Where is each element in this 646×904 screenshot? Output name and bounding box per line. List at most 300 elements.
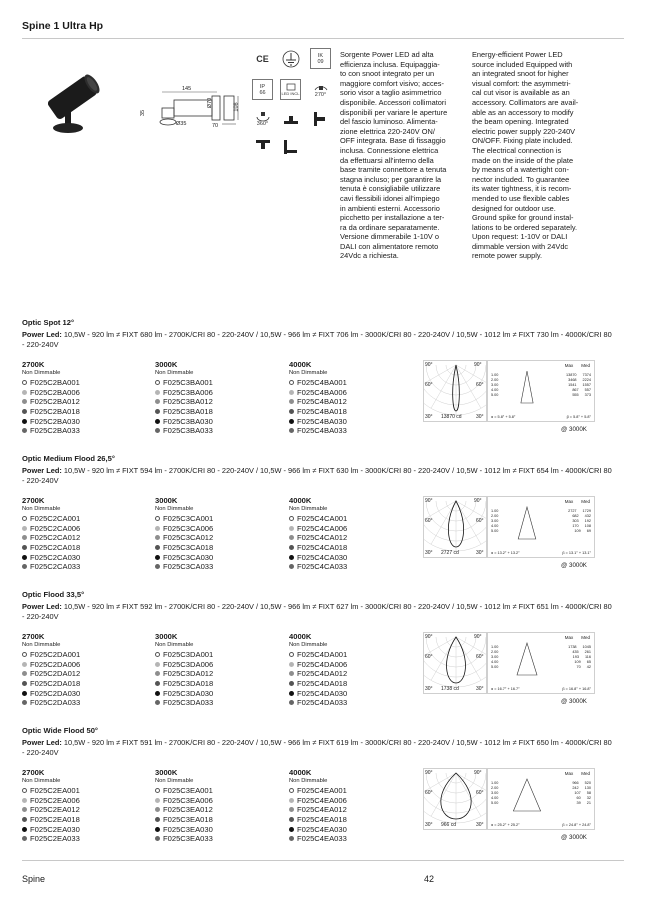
dim-height: 108 [233,102,240,112]
finish-color-dot [289,390,294,395]
product-code-row [155,796,285,806]
distance: 4.00 [491,388,499,392]
product-code: F025C3CA006 [163,523,214,533]
lux-max: 966 [572,781,579,785]
distance: 2.00 [491,650,499,654]
finish-color-dot [155,817,160,822]
lux-med: 7374 [582,373,591,377]
code-column [289,768,419,844]
finish-color-dot [155,399,160,404]
product-code: F025C3DA012 [163,669,214,679]
ground-icon [280,48,301,69]
alpha-angle: α = 25.2° + 25.2° [491,823,520,827]
product-code-row [289,796,419,806]
finish-color-dot [289,817,294,822]
product-code: F025C2EA018 [30,815,80,825]
measurement-cct: @ 3000K [561,426,587,433]
ip-icon [252,79,273,100]
code-column [22,768,152,844]
finish-color-dot [289,380,294,385]
angle-label: 60° [476,382,484,388]
wall-mount-icon [312,110,330,128]
led-label: LED INCL [281,91,300,96]
angle-label: 30° [476,822,484,828]
distance: 3.00 [491,655,499,659]
product-code: F025C4BA006 [297,387,347,397]
product-code-row [22,698,152,708]
alpha-angle: α = 5.8° + 5.8° [491,415,516,419]
product-code-row [22,660,152,670]
finish-color-dot [155,681,160,686]
dimming-label: Non Dimmable [155,778,194,784]
lux-max: 435 [572,650,579,654]
lux-values [573,655,591,659]
lux-max: 682 [572,514,579,518]
product-code: F025C3EA018 [163,815,213,825]
product-code: F025C4BA030 [297,416,347,426]
lux-max: 70 [576,665,581,669]
angle-label: 90° [425,634,433,640]
lux-values [572,388,591,392]
finish-color-dot [155,691,160,696]
finish-color-dot [22,564,27,569]
product-code: F025C4EA006 [297,795,347,805]
finish-color-dot [289,836,294,841]
product-code: F025C4EA012 [297,805,347,815]
table-header [565,771,590,776]
product-code-row [22,805,152,815]
finish-color-dot [155,545,160,550]
product-code: F025C3CA033 [163,562,214,572]
finish-color-dot [289,535,294,540]
beam-cone-diagram [512,505,542,545]
dimming-label: Non Dimmable [22,506,61,512]
dim-base: Ø35 [176,121,187,127]
column-header: Max [564,363,574,368]
cct-heading: 2700K [22,496,45,505]
finish-color-dot [22,555,27,560]
angle-label: 30° [476,414,484,420]
illuminance-table [487,360,595,422]
product-code-row [22,397,152,407]
intensity-label: 13870 cd [441,414,462,420]
code-column [155,768,285,844]
intensity-label: 966 cd [441,822,457,828]
finish-color-dot [155,807,160,812]
power-led-spec [22,330,612,350]
finish-color-dot [22,545,27,550]
cct-heading: 4000K [289,360,312,369]
ip-label: IP [259,83,266,90]
product-code-row [155,805,285,815]
column-header: Med [581,635,590,640]
code-column [155,496,285,572]
lux-med: 1045 [582,645,591,649]
distance: 3.00 [491,519,499,523]
lux-med: 32 [586,796,591,800]
page-number: 42 [424,874,435,884]
angle-label: 90° [425,770,433,776]
lux-values [572,650,591,654]
product-code: F025C4DA033 [297,698,348,708]
finish-color-dot [22,535,27,540]
table-header [565,499,590,504]
distance: 5.00 [491,665,499,669]
finish-color-dot [289,428,294,433]
product-code: F025C2CA006 [30,523,81,533]
product-code: F025C2EA001 [30,786,80,796]
finish-color-dot [289,526,294,531]
product-code-row [155,660,285,670]
power-led-spec [22,738,612,758]
distance: 5.00 [491,393,499,397]
product-code: F025C3BA018 [163,407,213,417]
product-code-row [22,388,152,398]
product-code-row [22,416,152,426]
power-led-spec [22,602,612,622]
finish-color-dot [155,836,160,841]
dim-plate: 70 [212,123,219,129]
finish-color-dot [289,798,294,803]
power-led-spec [22,466,612,486]
product-code: F025C2BA006 [30,387,80,397]
power-text: 10,5W - 920 lm ≠ FIXT 594 lm - 2700K/CRI 80 - 220-240V / 10,5W - 966 lm ≠ FIXT 630 lm - 3000K/CRI 80 - 220-240V / 10,5W - 1012 lm ≠ FIXT 654 lm - 4000K/CRI 80 - 220-240V [22,466,612,485]
finish-color-dot [22,788,27,793]
product-code-row [155,679,285,689]
product-code: F025C2EA012 [30,805,80,815]
distance: 1.00 [491,645,499,649]
finish-color-dot [155,700,160,705]
finish-color-dot [155,798,160,803]
ce-icon: CE [256,53,269,64]
rotate-label: 360° [256,120,269,127]
product-code-row [289,815,419,825]
lux-max: 2727 [568,509,577,513]
lux-max: 303 [572,519,579,523]
lux-values [572,519,591,523]
product-code: F025C3EA030 [163,824,213,834]
finish-color-dot [289,399,294,404]
product-code: F025C4BA001 [297,378,347,388]
finish-color-dot [155,516,160,521]
finish-color-dot [289,691,294,696]
finish-color-dot [22,409,27,414]
product-code-row [155,669,285,679]
product-code: F025C4CA033 [297,562,348,572]
lux-values [568,645,591,649]
finish-color-dot [155,662,160,667]
product-code-row [22,407,152,417]
product-code: F025C2DA030 [30,688,81,698]
product-code-row [289,524,419,534]
lux-max: 109 [574,529,581,533]
finish-color-dot [289,516,294,521]
lux-med: 373 [584,393,591,397]
product-code-row [289,562,419,572]
finish-color-dot [22,652,27,657]
alpha-angle: α = 13.2° + 13.2° [491,551,520,555]
product-code: F025C3BA030 [163,416,213,426]
finish-color-dot [289,564,294,569]
finish-color-dot [22,662,27,667]
product-code: F025C3BA033 [163,426,213,436]
product-code-row [22,552,152,562]
cct-heading: 2700K [22,768,45,777]
distance: 1.00 [491,781,499,785]
finish-color-dot [289,788,294,793]
product-code-row [22,514,152,524]
power-text: 10,5W - 920 lm ≠ FIXT 592 lm - 2700K/CRI 80 - 220-240V / 10,5W - 966 lm ≠ FIXT 627 lm - 3000K/CRI 80 - 220-240V / 10,5W - 1012 lm ≠ FIXT 651 lm - 4000K/CRI 80 - 220-240V [22,602,612,621]
power-text: 10,5W - 920 lm ≠ FIXT 591 lm - 2700K/CRI 80 - 220-240V / 10,5W - 966 lm ≠ FIXT 619 lm - 3000K/CRI 80 - 220-240V / 10,5W - 1012 lm ≠ FIXT 650 lm - 4000K/CRI 80 - 220-240V [22,738,612,757]
finish-color-dot [155,827,160,832]
ceiling-mount-icon [254,138,272,156]
product-code-row [155,524,285,534]
led-included-icon [280,79,301,100]
finish-color-dot [22,691,27,696]
lux-med: 432 [584,514,591,518]
product-code: F025C2EA030 [30,824,80,834]
product-code-row [22,562,152,572]
finish-color-dot [155,535,160,540]
dimming-label: Non Dimmable [22,370,61,376]
lux-max: 1541 [568,383,577,387]
alpha-angle: α = 16.7° + 16.7° [491,687,520,691]
product-code-row [155,397,285,407]
product-code: F025C4CA006 [297,523,348,533]
lux-values [572,514,591,518]
polar-diagram [423,632,487,694]
cct-heading: 3000K [155,768,178,777]
distance: 2.00 [491,514,499,518]
dimming-label: Non Dimmable [289,506,328,512]
ik-label: IK [317,52,324,59]
lux-max: 242 [572,786,579,790]
column-header: Med [581,771,590,776]
power-label: Power Led: [22,466,62,475]
beam-cone-diagram [512,641,542,681]
lux-max: 867 [572,388,579,392]
dimming-label: Non Dimmable [155,506,194,512]
beam-cone [521,371,533,403]
angle-label: 90° [474,634,482,640]
header-rule [22,38,624,39]
dim-length: 145 [182,86,192,92]
angle-label: 30° [476,686,484,692]
cct-heading: 2700K [22,632,45,641]
product-code-row [289,698,419,708]
ik-value: 09 [317,58,324,65]
distance: 3.00 [491,791,499,795]
product-code-row [289,533,419,543]
angle-label: 60° [425,654,433,660]
product-code-row [155,514,285,524]
product-code: F025C4DA030 [297,688,348,698]
side-mount-icon [282,138,300,156]
dim-diameter: Ø70 [207,97,214,109]
beam-cone [518,507,536,539]
finish-color-dot [22,798,27,803]
beam-cone-diagram [512,369,542,409]
finish-color-dot [155,428,160,433]
code-column [289,496,419,572]
power-label: Power Led: [22,330,62,339]
dimming-label: Non Dimmable [22,642,61,648]
product-code-row [289,660,419,670]
beam-cone [517,643,537,675]
footer-rule [22,860,624,861]
beta-angle: β = 24.8° + 24.8° [562,823,591,827]
dimming-label: Non Dimmable [289,642,328,648]
lux-max: 60 [576,796,581,800]
finish-color-dot [289,807,294,812]
distance: 5.00 [491,801,499,805]
finish-color-dot [289,419,294,424]
product-code: F025C3EA033 [163,834,213,844]
dimming-label: Non Dimmable [289,370,328,376]
product-code-row [22,378,152,388]
lux-med: 1729 [582,509,591,513]
angle-label: 60° [476,518,484,524]
product-code: F025C2CA001 [30,514,81,524]
product-code-row [22,524,152,534]
distance: 4.00 [491,796,499,800]
finish-color-dot [289,652,294,657]
measurement-cct: @ 3000K [561,698,587,705]
product-code-row [22,688,152,698]
code-column [22,496,152,572]
finish-color-dot [22,516,27,521]
product-code-row [22,533,152,543]
beta-angle: β = 13.1° + 13.1° [562,551,591,555]
angle-label: 30° [425,686,433,692]
product-code: F025C2BA012 [30,397,80,407]
code-column [289,632,419,708]
product-code: F025C3CA001 [163,514,214,524]
finish-color-dot [155,409,160,414]
power-text: 10,5W - 920 lm ≠ FIXT 680 lm - 2700K/CRI 80 - 220-240V / 10,5W - 966 lm ≠ FIXT 706 lm - 3000K/CRI 80 - 220-240V / 10,5W - 1012 lm ≠ FIXT 730 lm - 4000K/CRI 80 - 220-240V [22,330,612,349]
product-code-row [289,834,419,844]
finish-color-dot [22,390,27,395]
product-code-row [289,543,419,553]
finish-color-dot [155,380,160,385]
product-code: F025C2CA018 [30,543,81,553]
distance: 4.00 [491,660,499,664]
finish-color-dot [155,788,160,793]
tilt-label: 270° [314,91,327,98]
beta-angle: β = 16.8° + 16.8° [562,687,591,691]
distance: 2.00 [491,786,499,790]
cct-heading: 4000K [289,768,312,777]
finish-color-dot [289,681,294,686]
product-code: F025C3EA006 [163,795,213,805]
distance: 5.00 [491,529,499,533]
lux-values [568,383,591,387]
product-code-row [155,815,285,825]
angle-label: 30° [425,414,433,420]
finish-color-dot [22,681,27,686]
section-title: Optic Spot 12° [22,318,74,327]
lux-med: 21 [586,801,591,805]
lux-med: 192 [584,519,591,523]
dimming-label: Non Dimmable [22,778,61,784]
angle-label: 30° [425,550,433,556]
finish-color-dot [155,390,160,395]
product-code: F025C4CA012 [297,533,348,543]
product-code-row [155,688,285,698]
angle-label: 30° [476,550,484,556]
product-code: F025C4BA018 [297,407,347,417]
lux-max: 193 [572,655,579,659]
finish-color-dot [155,671,160,676]
dimming-label: Non Dimmable [155,370,194,376]
lux-values [574,660,591,664]
lux-med: 520 [584,781,591,785]
product-code-row [289,552,419,562]
product-code: F025C3BA012 [163,397,213,407]
lux-med: 42 [586,665,591,669]
product-code: F025C2BA033 [30,426,80,436]
product-code-row [155,824,285,834]
description-italian: Sorgente Power LED ad alta efficienza inclusa. Equipaggia- to con snoot integrato per un maggiore comfort visivo; acces- sorio visor a taglio asimmetrico disponibile. Accessori collimatori disponibili per variare le aperture del fascio luminoso. Alimenta- zione elettrica 220-240V ON/ OFF integrata. Base di fissaggio inclusa. Connessione elettrica da effettuarsi all'interno della base tramite connettore a tenuta stagna incluso; per garantire la tenuta è consigliabile utilizzare cavi flessibili idonei all'impiego in ambienti esterni. Accessorio picchetto per installazione a ter- ra da ordinare separatamente. Versione dimmerabile 1-10V o DALI con alimentatore remoto 24Vdc a richiesta. [340,50,448,261]
finish-color-dot [22,827,27,832]
product-code: F025C4DA006 [297,659,348,669]
lux-med: 69 [586,529,591,533]
power-label: Power Led: [22,738,62,747]
product-code: F025C4DA018 [297,679,348,689]
code-column [155,632,285,708]
lux-max: 107 [574,791,581,795]
ip-value: 66 [259,89,266,96]
product-code: F025C3DA030 [163,688,214,698]
lux-max: 109 [574,660,581,664]
code-column [155,360,285,436]
product-code: F025C2DA018 [30,679,81,689]
angle-label: 90° [474,498,482,504]
product-code-row [289,688,419,698]
finish-color-dot [22,700,27,705]
illuminance-table [487,768,595,830]
product-code-row [289,416,419,426]
table-header [565,363,590,368]
column-header: Med [581,363,590,368]
section-title: Optic Medium Flood 26,5° [22,454,115,463]
cct-heading: 3000K [155,632,178,641]
finish-color-dot [289,555,294,560]
angle-label: 60° [476,790,484,796]
angle-label: 90° [474,770,482,776]
product-code-row [155,834,285,844]
product-code-row [22,786,152,796]
finish-color-dot [289,545,294,550]
rotate-icon [252,108,273,129]
product-code: F025C3CA012 [163,533,214,543]
beam-cone [513,779,540,811]
finish-color-dot [155,652,160,657]
product-code-row [22,796,152,806]
finish-color-dot [155,564,160,569]
product-code-row [155,786,285,796]
dimming-label: Non Dimmable [155,642,194,648]
column-header: Max [564,499,574,504]
product-code: F025C3DA001 [163,650,214,660]
lux-values [568,378,591,382]
product-code: F025C3EA001 [163,786,213,796]
finish-color-dot [22,671,27,676]
lux-values [577,796,591,800]
product-code: F025C4DA001 [297,650,348,660]
footer-brand: Spine [22,874,46,884]
product-code: F025C4CA030 [297,552,348,562]
